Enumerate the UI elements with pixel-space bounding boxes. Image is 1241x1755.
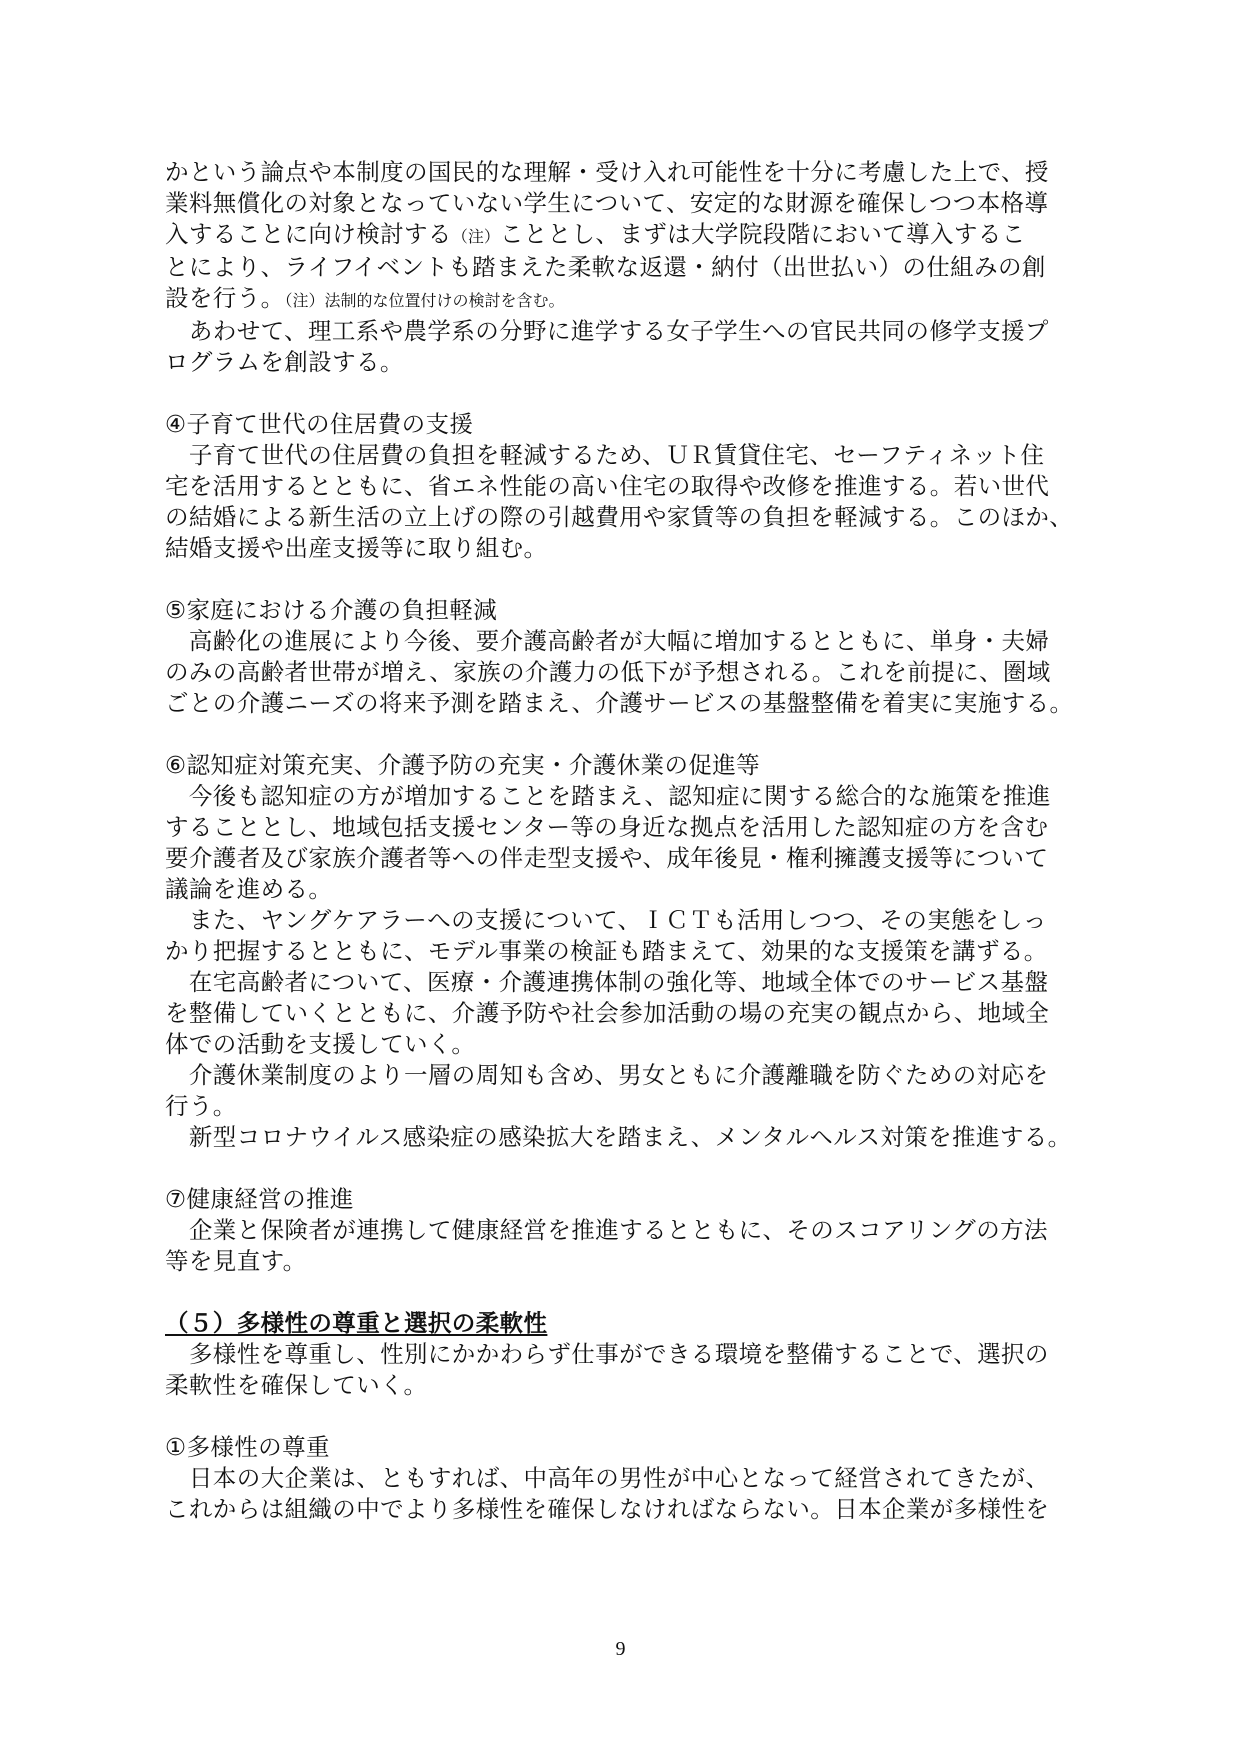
spacer xyxy=(165,1277,1115,1308)
body-line: 結婚支援や出産支援等に取り組む。 xyxy=(165,534,548,562)
body-line: これからは組織の中でより多様性を確保しなければならない。日本企業が多様性を xyxy=(165,1495,1050,1523)
body-line: のみの高齢者世帯が増え、家族の介護力の低下が予想される。これを前提に、圏域 xyxy=(165,658,1051,686)
body-line: ログラムを創設する。 xyxy=(165,348,404,376)
body-line: 議論を進める。 xyxy=(165,875,333,903)
subsection-heading: ⑦健康経営の推進 xyxy=(165,1185,354,1213)
body-text: こととし、まずは大学院段階において導入するこ xyxy=(499,220,1026,248)
body-line: 新型コロナウイルス感染症の感染拡大を踏まえ、メンタルヘルス対策を推進する。 xyxy=(165,1123,1072,1151)
body-line xyxy=(165,219,1115,252)
body-line: 柔軟性を確保していく。 xyxy=(165,1371,428,1399)
body-line: 宅を活用するとともに、省エネ性能の高い住宅の取得や改修を推進する。若い世代 xyxy=(165,472,1050,500)
body-line: 子育て世代の住居費の負担を軽減するため、ＵＲ賃貸住宅、セーフティネット住 xyxy=(165,441,1045,469)
spacer xyxy=(165,1401,1115,1432)
body-line: 在宅高齢者について、医療・介護連携体制の強化等、地域全体でのサービス基盤 xyxy=(165,968,1049,996)
body-line: 多様性を尊重し、性別にかかわらず仕事ができる環境を整備することで、選択の xyxy=(165,1340,1049,1368)
body-line: 業料無償化の対象となっていない学生について、安定的な財源を確保しつつ本格導 xyxy=(165,189,1049,217)
body-line: 要介護者及び家族介護者等への伴走型支援や、成年後見・権利擁護支援等について xyxy=(165,844,1049,872)
body-line: かという論点や本制度の国民的な理解・受け入れ可能性を十分に考慮した上で、授 xyxy=(165,158,1049,186)
body-line: 企業と保険者が連携して健康経営を推進するとともに、そのスコアリングの方法 xyxy=(165,1216,1048,1244)
body-line: の結婚による新生活の立上げの際の引越費用や家賃等の負担を軽減する。このほか、 xyxy=(165,503,1074,531)
subsection-heading: ④子育て世代の住居費の支援 xyxy=(165,410,474,438)
body-line: 体での活動を支援していく。 xyxy=(165,1030,476,1058)
body-line: 高齢化の進展により今後、要介護高齢者が大幅に増加するとともに、単身・夫婦 xyxy=(165,627,1050,655)
section-heading: （５）多様性の尊重と選択の柔軟性 xyxy=(165,1309,548,1337)
body-line xyxy=(165,283,1115,316)
body-line: を整備していくとともに、介護予防や社会参加活動の場の充実の観点から、地域全 xyxy=(165,999,1050,1027)
body-line: することとし、地域包括支援センター等の身近な拠点を活用した認知症の方を含む xyxy=(165,813,1049,841)
body-text: 設を行う。 xyxy=(165,284,285,312)
body-line: 等を見直す。 xyxy=(165,1247,307,1275)
footnote-text: （注）法制的な位置付けの検討を含む。 xyxy=(284,291,565,310)
subsection-heading: ⑥認知症対策充実、介護予防の充実・介護休業の促進等 xyxy=(165,751,761,779)
body-line: かり把握するとともに、モデル事業の検証も踏まえて、効果的な支援策を講ずる。 xyxy=(165,937,1048,965)
page-body xyxy=(165,157,1115,1525)
spacer xyxy=(165,378,1115,409)
subsection-heading: ①多様性の尊重 xyxy=(165,1433,330,1461)
body-line: あわせて、理工系や農学系の分野に進学する女子学生への官民共同の修学支援プ xyxy=(165,317,1049,345)
body-line: 行う。 xyxy=(165,1092,237,1120)
subsection-heading: ⑤家庭における介護の負担軽減 xyxy=(165,596,498,624)
body-line: 介護休業制度のより一層の周知も含め、男女ともに介護離職を防ぐための対応を xyxy=(165,1061,1049,1089)
page-number: 9 xyxy=(615,1638,626,1660)
body-line: とにより、ライフイベントも踏まえた柔軟な返還・納付（出世払い）の仕組みの創 xyxy=(165,253,1046,281)
spacer xyxy=(165,1153,1115,1184)
body-line: 日本の大企業は、ともすれば、中高年の男性が中心となって経営されてきたが、 xyxy=(165,1464,1050,1492)
body-line: ごとの介護ニーズの将来予測を踏まえ、介護サービスの基盤整備を着実に実施する。 xyxy=(165,689,1074,717)
spacer xyxy=(165,719,1115,750)
note-marker: （注） xyxy=(451,227,500,246)
body-line: 今後も認知症の方が増加することを踏まえ、認知症に関する総合的な施策を推進 xyxy=(165,782,1051,810)
body-line: また、ヤングケアラーへの支援について、ＩＣＴも活用しつつ、その実態をしっ xyxy=(165,906,1047,934)
spacer xyxy=(165,564,1115,595)
body-text: 入することに向け検討する xyxy=(165,220,452,248)
